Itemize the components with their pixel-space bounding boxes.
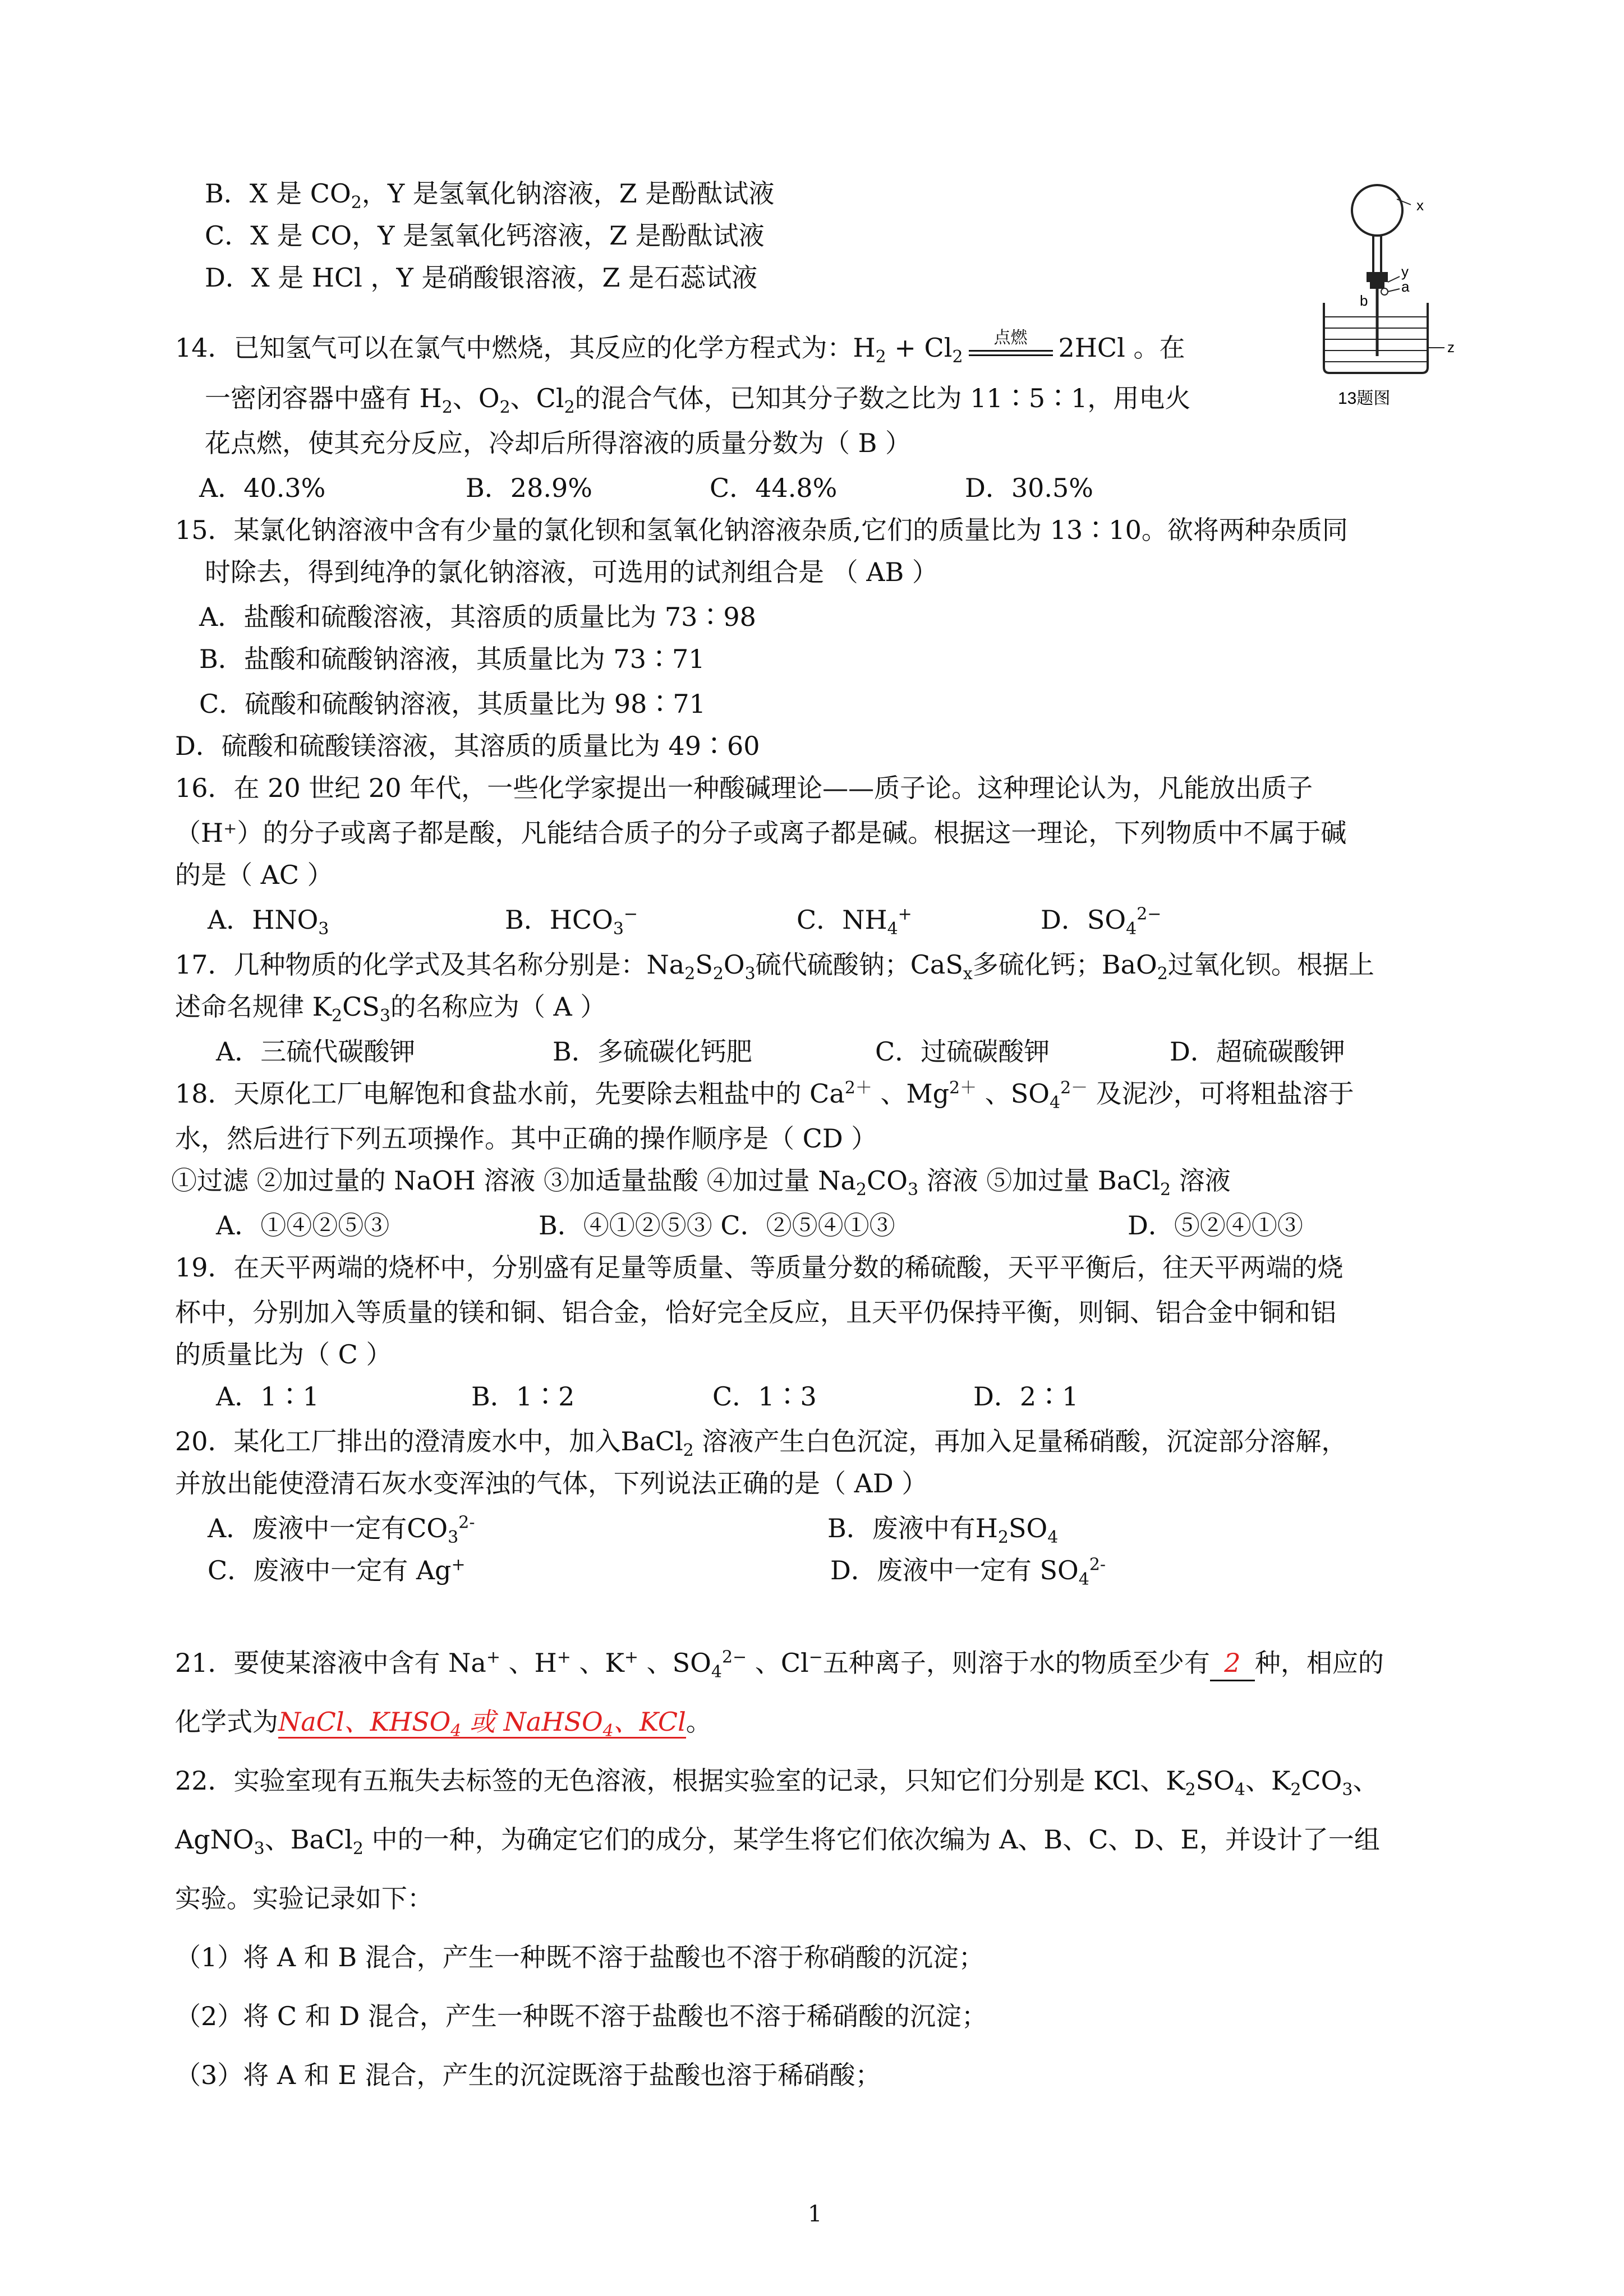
q17-option-d: D．超硫碳酸钾	[1170, 1036, 1345, 1067]
q18-line-3: ①过滤 ②加过量的 NaOH 溶液 ③加适量盐酸 ④加过量 $Na_2CO_3$ 溶液 ⑤加过量 BaCl$_2$ 溶液	[171, 1165, 1231, 1200]
q22-line-1: 22．实验室现有五瓶失去标签的无色溶液，根据实验室的记录，只知它们分别是 KCl、$K_2SO_4$、$K_2CO_3$、	[175, 1765, 1379, 1800]
reaction-arrow: 点燃	[969, 333, 1053, 367]
page-number: 1	[808, 2201, 822, 2227]
figure-label-x: x	[1416, 197, 1424, 214]
q14-option-a: A．40.3%	[199, 473, 326, 503]
q16-option-b: B．$HCO_3^-$	[505, 904, 638, 939]
q21-line-1: 21．要使某溶液中含有 Na+ 、H+ 、K+ 、$SO_4^{2-}$ 、Cl−五种离子，则溶于水的物质至少有 2 种，相应的	[175, 1646, 1384, 1681]
q21-answer-formula: NaCl、$KHSO_4$ 或 NaHSO$_4$、KCl	[278, 1707, 686, 1741]
q18-option-d: D．⑤②④①③	[1128, 1210, 1303, 1241]
q19-option-d: D．2∶1	[973, 1381, 1079, 1412]
q13-option-c: C．X 是 CO，Y 是氢氧化钙溶液，Z 是酚酞试液	[205, 220, 765, 251]
q19-option-a: A．1∶1	[216, 1381, 319, 1412]
q20-option-d: D．废液中一定有 $SO_4^{2-}$	[830, 1555, 1106, 1590]
q17-option-c: C．过硫碳酸钾	[875, 1036, 1050, 1067]
q19-option-b: B．1∶2	[471, 1381, 575, 1412]
q22-line-3: 实验。实验记录如下：	[175, 1883, 433, 1914]
q16-line-2: （H⁺）的分子或离子都是酸，凡能结合质子的分子或离子都是碱。根据这一理论，下列物质中不属于碱	[175, 818, 1347, 848]
q14-option-b: B．28.9%	[466, 473, 592, 503]
q15-line-1: 15．某氯化钠溶液中含有少量的氯化钡和氢氧化钠溶液杂质,它们的质量比为 13∶10。欲将两种杂质同	[175, 515, 1348, 545]
q15-option-a: A．盐酸和硫酸溶液，其溶质的质量比为 73∶98	[199, 602, 756, 632]
q16-line-1: 16．在 20 世纪 20 年代，一些化学家提出一种酸碱理论——质子论。这种理论认为，凡能放出质子	[175, 773, 1313, 803]
q13-option-b: B．X 是 $CO_2$，Y 是氢氧化钠溶液，Z 是酚酞试液	[205, 178, 775, 213]
q17-line-2: 述命名规律 $K_2CS_3$的名称应为（ A ）	[175, 992, 606, 1026]
q17-line-1: 17．几种物质的化学式及其名称分别是：$Na_2S_2O_3$硫代硫酸钠；CaS$_x$多硫化钙；BaO$_2$过氧化钡。根据上	[175, 949, 1374, 984]
q18-option-b-c: B．④①②⑤③ C．②⑤④①③	[539, 1210, 895, 1241]
figure-label-z: z	[1447, 339, 1455, 356]
q18-line-2: 水，然后进行下列五项操作。其中正确的操作顺序是（ CD ）	[175, 1123, 877, 1154]
q16-option-a: A．$HNO_3$	[208, 905, 329, 939]
q14-option-d: D．30.5%	[965, 473, 1094, 503]
figure-label-b: b	[1360, 292, 1368, 309]
q20-option-c: C．废液中一定有 Ag+	[208, 1555, 466, 1585]
q18-line-1: 18．天原化工厂电解饱和食盐水前，先要除去粗盐中的 $Ca^{2+}$ 、$Mg^{2+}$ 、$SO_4^{2-}$ 及泥沙，可将粗盐溶于	[175, 1078, 1354, 1113]
figure-caption: 13题图	[1338, 389, 1391, 408]
q15-line-2: 时除去，得到纯净的氯化钠溶液，可选用的试剂组合是 （ AB ）	[205, 557, 938, 587]
q16-option-c: C．$NH_4^+$	[797, 904, 912, 939]
q15-option-c: C．硫酸和硫酸钠溶液，其质量比为 98∶71	[199, 689, 706, 719]
q22-line-2: AgNO$_3$、BaCl$_2$ 中的一种，为确定它们的成分，某学生将它们依次编为 A、B、C、D、E，并设计了一组	[175, 1824, 1380, 1859]
q16-line-3: 的是（ AC ）	[175, 860, 333, 890]
q15-option-d: D．硫酸和硫酸镁溶液，其溶质的质量比为 49∶60	[175, 731, 760, 761]
q21-line-2: 化学式为NaCl、$KHSO_4$ 或 NaHSO$_4$、KCl。	[175, 1707, 712, 1741]
apparatus-figure	[1307, 177, 1459, 412]
q18-option-a: A．①④②⑤③	[216, 1210, 390, 1241]
q19-line-3: 的质量比为（ C ）	[175, 1339, 392, 1370]
q21-answer-count: 2	[1210, 1646, 1255, 1681]
q20-option-b: B．废液中有$H_2SO_4$	[827, 1513, 1059, 1548]
q19-line-1: 19．在天平两端的烧杯中，分别盛有足量等质量、等质量分数的稀硫酸，天平平衡后，往天平两端的烧	[175, 1252, 1344, 1283]
q20-option-a: A．废液中一定有$CO_3^{2-}$	[208, 1513, 475, 1548]
q14-line-2: 一密闭容器中盛有 $H_2$、$O_2$、$Cl_2$的混合气体，已知其分子数之比为 11∶5∶1，用电火	[205, 383, 1191, 418]
q19-line-2: 杯中，分别加入等质量的镁和铜、铝合金，恰好完全反应，且天平仍保持平衡，则铜、铝合金中铜和铝	[175, 1297, 1336, 1327]
q17-option-b: B．多硫碳化钙肥	[553, 1036, 752, 1067]
figure-label-y: y	[1401, 263, 1409, 280]
q17-option-a: A．三硫代碳酸钾	[216, 1036, 416, 1067]
q20-line-1: 20．某化工厂排出的澄清废水中，加入BaCl$_2$ 溶液产生白色沉淀，再加入足量稀硝酸，沉淀部分溶解，	[175, 1426, 1347, 1461]
q14-option-c: C．44.8%	[710, 473, 838, 503]
q22-step-1: （1）将 A 和 B 混合，产生一种既不溶于盐酸也不溶于称硝酸的沉淀；	[175, 1942, 984, 1972]
q22-step-2: （2）将 C 和 D 混合，产生一种既不溶于盐酸也不溶于稀硝酸的沉淀；	[175, 2001, 987, 2031]
q14-line-1: 14．已知氢气可以在氯气中燃烧，其反应的化学方程式为：$H_2 + Cl_2$ 点燃 2HCl 。在	[175, 328, 1185, 367]
figure-label-a: a	[1401, 278, 1410, 295]
q16-option-d: D．$SO_4^{2-}$	[1041, 904, 1162, 939]
q20-line-2: 并放出能使澄清石灰水变浑浊的气体，下列说法正确的是（ AD ）	[175, 1468, 928, 1499]
q22-step-3: （3）将 A 和 E 混合，产生的沉淀既溶于盐酸也溶于稀硝酸；	[175, 2060, 881, 2090]
q13-option-d: D．X 是 HCl ，Y 是硝酸银溶液，Z 是石蕊试液	[205, 262, 758, 293]
q14-line-3: 花点燃，使其充分反应，冷却后所得溶液的质量分数为（ B ）	[205, 428, 912, 458]
q15-option-b: B．盐酸和硫酸钠溶液，其质量比为 73∶71	[199, 644, 705, 674]
q19-option-c: C．1∶3	[712, 1381, 817, 1412]
